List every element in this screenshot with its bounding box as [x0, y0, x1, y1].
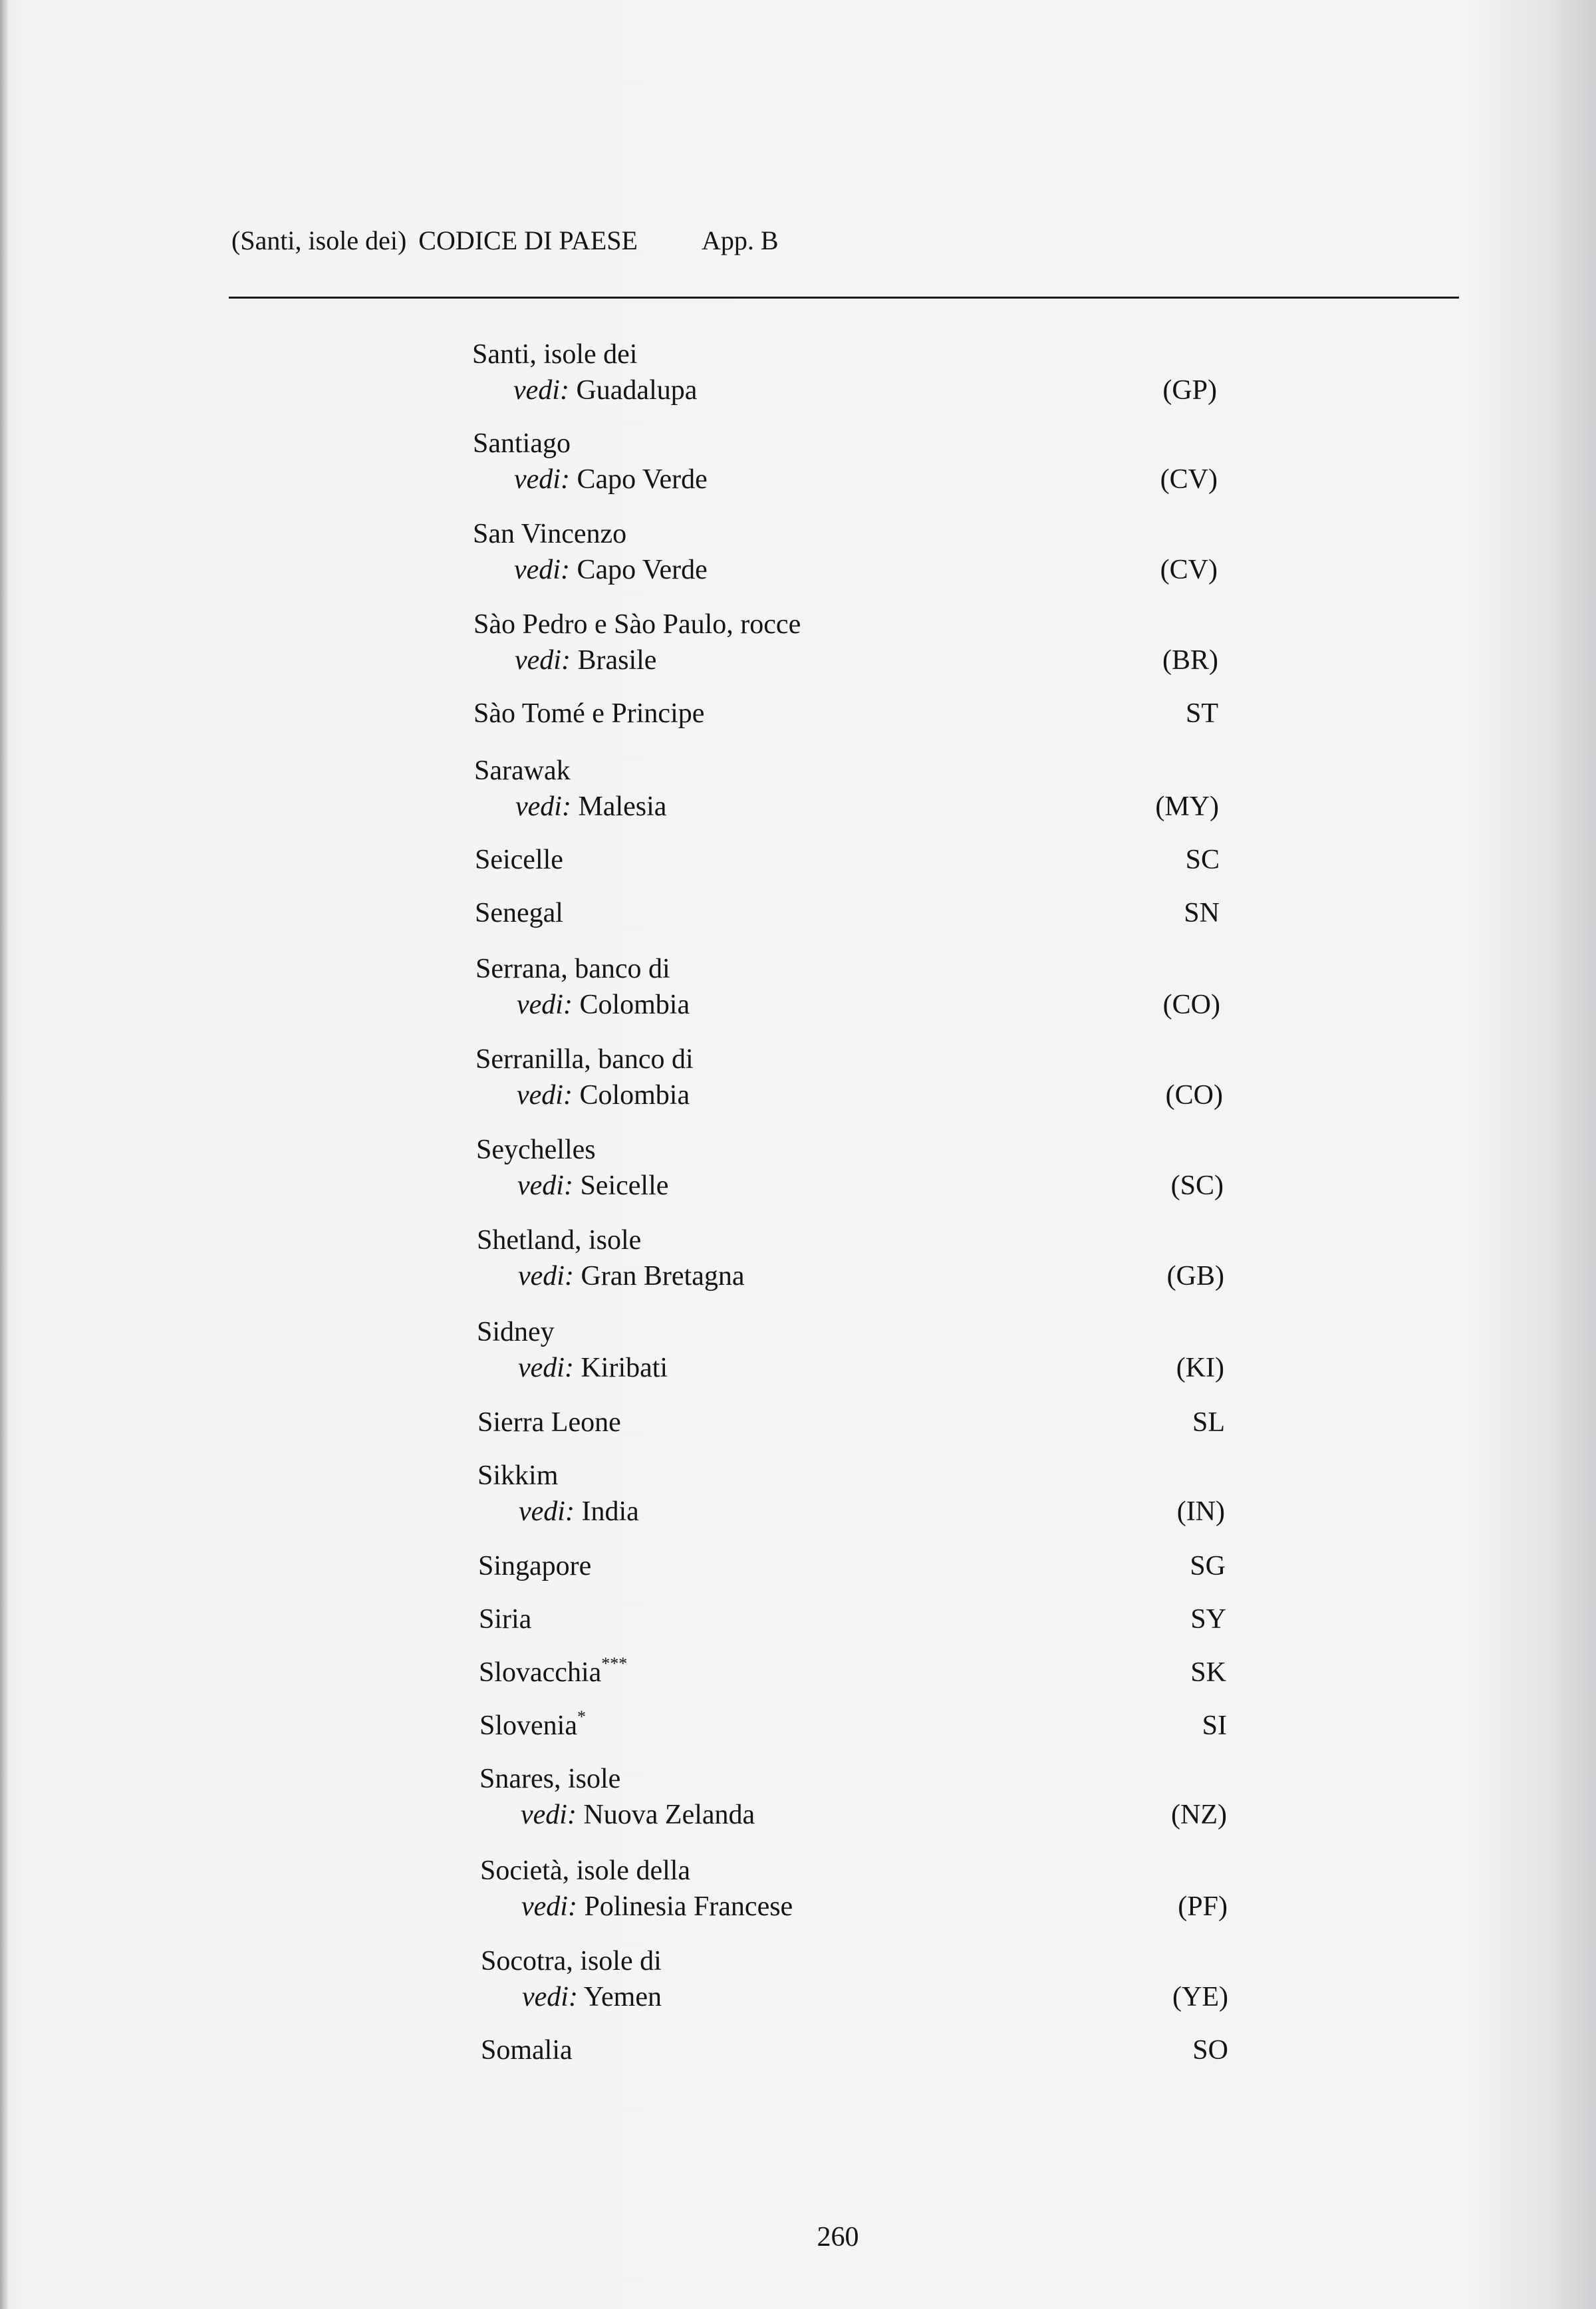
list-item: [477, 1314, 1222, 1386]
country-code: (NZ): [1171, 1800, 1227, 1830]
see-label: vedi:: [518, 1261, 574, 1291]
entry-name: Senegal: [475, 898, 563, 928]
see-target: Seicelle: [580, 1170, 669, 1201]
country-code: (GB): [1166, 1261, 1224, 1291]
entry-name-line: [481, 2032, 1226, 2068]
see-reference: [473, 552, 1218, 588]
see-target: Nuova Zelanda: [583, 1800, 755, 1830]
list-item: [477, 1222, 1222, 1294]
list-item: [477, 1458, 1225, 1530]
entry-name-line: [477, 1458, 1222, 1494]
entry-name: Singapore: [478, 1551, 592, 1581]
see-target: Brasile: [577, 645, 657, 676]
see-target: Kiribati: [581, 1353, 668, 1383]
see-target: Colombia: [579, 1080, 690, 1111]
country-code: SO: [1192, 2035, 1228, 2066]
see-target: Colombia: [579, 990, 690, 1020]
page-number: 260: [817, 2222, 859, 2252]
see-reference: [479, 1797, 1224, 1833]
entry-name: Serranilla, banco di: [475, 1044, 694, 1075]
list-item: [473, 426, 1218, 497]
see-target: Capo Verde: [577, 555, 708, 585]
list-item: [476, 1132, 1224, 1204]
entry-name-line: [481, 1943, 1226, 1979]
see-reference: [475, 1077, 1220, 1113]
entry-name-line: [479, 1601, 1224, 1637]
list-item: [477, 1405, 1225, 1440]
see-label: vedi:: [521, 1800, 577, 1830]
see-reference: [472, 372, 1217, 408]
entry-name-line: [476, 1132, 1221, 1168]
country-code: (BR): [1162, 645, 1218, 676]
footnote-mark: ***: [601, 1654, 628, 1673]
list-item: [478, 1548, 1226, 1584]
country-code: (CV): [1160, 464, 1218, 495]
see-label: vedi:: [518, 1353, 574, 1383]
entry-name: Sidney: [477, 1317, 555, 1347]
entry-name: Santi, isole dei: [472, 339, 638, 370]
see-target: Polinesia Francese: [584, 1891, 793, 1922]
see-reference: [476, 1168, 1221, 1204]
list-item: [481, 2032, 1226, 2068]
see-label: vedi:: [515, 791, 571, 822]
see-reference: [474, 789, 1219, 825]
header-title: CODICE DI PAESE: [418, 225, 638, 255]
list-item: [475, 951, 1220, 1023]
list-item: [481, 1943, 1226, 2015]
entry-name-line: [475, 1041, 1220, 1077]
see-target: Malesia: [578, 791, 667, 822]
entry-name-line: [473, 426, 1218, 462]
list-item: [472, 337, 1217, 408]
country-code: (PF): [1178, 1891, 1228, 1922]
list-item: [475, 842, 1220, 878]
entry-name: Siria: [479, 1604, 532, 1635]
entry-name: Slovacchia: [479, 1657, 602, 1688]
entry-name: Sào Tomé e Principe: [473, 698, 705, 729]
entry-name-line: [474, 753, 1219, 789]
see-target: Guadalupa: [576, 375, 698, 406]
country-code: (KI): [1176, 1353, 1224, 1383]
see-target: Gran Bretagna: [581, 1261, 745, 1291]
see-label: vedi:: [519, 1496, 575, 1527]
see-reference: [473, 462, 1218, 497]
list-item: [474, 753, 1219, 825]
see-label: vedi:: [522, 1982, 578, 2012]
header-appendix: App. B: [701, 225, 779, 255]
entry-name-line: [477, 1222, 1222, 1258]
country-code: (MY): [1155, 791, 1219, 822]
see-label: vedi:: [514, 555, 570, 585]
entry-name: Sào Pedro e Sào Paulo, rocce: [473, 609, 801, 640]
entry-name: Serrana, banco di: [475, 954, 670, 984]
list-item: [475, 1041, 1223, 1113]
list-item: [479, 1601, 1224, 1637]
entry-name-line: [472, 337, 1217, 372]
list-item: [473, 516, 1218, 588]
country-code: (IN): [1176, 1496, 1225, 1527]
country-code: SY: [1190, 1604, 1226, 1635]
see-reference: [475, 987, 1220, 1023]
entry-name-line: [479, 1655, 1224, 1691]
country-code: SK: [1190, 1657, 1226, 1688]
see-reference: [473, 642, 1218, 678]
entry-name: Somalia: [481, 2035, 573, 2066]
list-item: [480, 1853, 1228, 1925]
see-reference: [477, 1494, 1222, 1530]
see-reference: [480, 1889, 1225, 1925]
entry-name: Società, isole della: [480, 1855, 691, 1886]
entry-name-line: [475, 951, 1220, 987]
see-label: vedi:: [517, 990, 573, 1020]
see-label: vedi:: [517, 1080, 573, 1111]
list-item: [479, 1655, 1224, 1691]
entry-name-line: [479, 1761, 1224, 1797]
entry-name-line: [480, 1853, 1225, 1889]
entry-name-line: [473, 607, 1218, 642]
see-reference: [481, 1979, 1226, 2015]
country-code: SG: [1190, 1551, 1226, 1581]
list-item: [473, 696, 1218, 732]
header-context: (Santi, isole dei): [231, 225, 407, 255]
entry-name: Slovenia: [479, 1710, 577, 1741]
country-code: (GP): [1162, 375, 1217, 406]
entry-name: Sarawak: [474, 755, 571, 786]
see-label: vedi:: [515, 645, 571, 676]
see-label: vedi:: [521, 1891, 577, 1922]
entry-name: Santiago: [473, 428, 571, 459]
country-code: SN: [1184, 898, 1220, 928]
list-item: [479, 1761, 1227, 1833]
see-reference: [477, 1258, 1222, 1294]
entry-name-line: [477, 1405, 1222, 1440]
country-code: ST: [1185, 698, 1218, 729]
list-item: [473, 607, 1218, 678]
entry-name-line: [478, 1548, 1223, 1584]
entry-name: Socotra, isole di: [481, 1946, 662, 1976]
entry-name: Shetland, isole: [477, 1225, 642, 1256]
list-item: [479, 1707, 1227, 1744]
country-code: (CV): [1160, 555, 1218, 585]
list-item: [475, 895, 1220, 931]
see-label: vedi:: [514, 464, 570, 495]
country-code: (CO): [1165, 1080, 1223, 1111]
page-footer: [0, 2221, 1596, 2253]
see-reference: [477, 1350, 1222, 1386]
entry-name: San Vincenzo: [473, 519, 627, 549]
entry-name: Snares, isole: [479, 1764, 621, 1794]
see-label: vedi:: [517, 1170, 573, 1201]
entry-name-line: [479, 1708, 1224, 1744]
entry-name: Sikkim: [477, 1460, 559, 1491]
country-code: SI: [1202, 1710, 1227, 1741]
entry-name-line: [477, 1314, 1222, 1350]
see-label: vedi:: [513, 375, 569, 406]
see-target: Capo Verde: [577, 464, 708, 495]
entry-name: Sierra Leone: [477, 1407, 621, 1438]
entry-name-line: [475, 842, 1220, 878]
country-code: SC: [1185, 845, 1220, 875]
see-target: Yemen: [583, 1982, 662, 2012]
entry-name-line: [473, 516, 1218, 552]
country-code: (YE): [1172, 1982, 1228, 2012]
entry-name-line: [475, 895, 1220, 931]
entry-name: Seychelles: [476, 1135, 596, 1165]
country-code: (CO): [1162, 990, 1220, 1020]
entry-name: Seicelle: [475, 845, 563, 875]
country-code: SL: [1192, 1407, 1225, 1438]
footnote-mark: *: [577, 1707, 586, 1726]
entry-name-line: [473, 696, 1218, 732]
country-code: (SC): [1170, 1170, 1224, 1201]
see-target: India: [581, 1496, 639, 1527]
